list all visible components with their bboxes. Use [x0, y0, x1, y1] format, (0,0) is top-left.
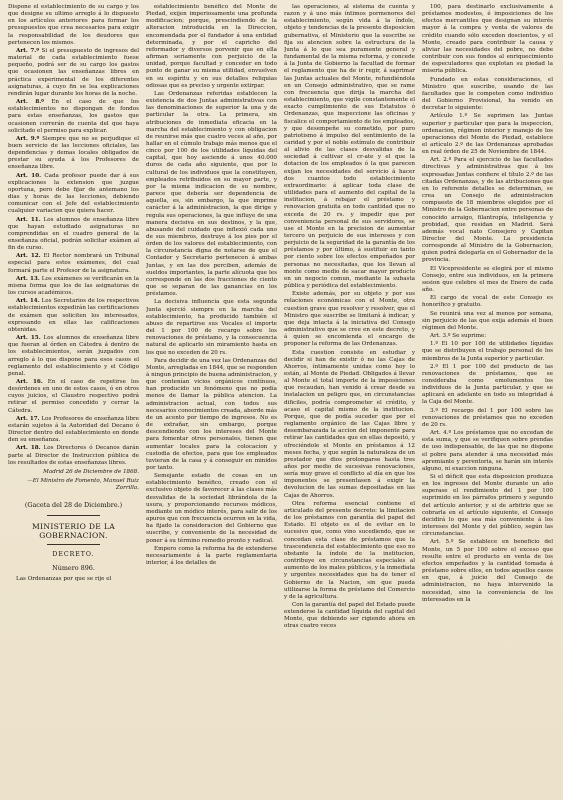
body-paragraph: Art. 2.º Para el ejercicio de las facultades directivas y administrativas que á los expresadas Juntas confiere el título 2.º de las citadas Ordenanzas, y de las atribuciones que en lo referente detalles se determinan, se crea un Consejo de administracion compuesto de 18 miembros elegidos por el Ministro de la Gobernacion entre personas de conocido arraigo, filantropía, inteligencia y probidad, que residan en Madrid. Será además vocal nato Consejero y Capitan Director del Monte. La presidencia corresponde al Ministro de la Gobernacion, quien podrá delegarla en el Gobernador de la provincia. — [422, 157, 553, 264]
article-text: En el caso de repetirse los desórdenes en uno de estos casos, ó en otros cuyos juicios, el Claustro respectivo podrá retirar el permiso concedido y cerrar la Cátedra. — [8, 378, 139, 414]
article-label: Art. 16. — [16, 378, 43, 385]
article-paragraph — [8, 253, 139, 274]
article-text: Siempre que no se perjudique el buen servicio de las lecciones oficiales, las dependencias y demas locales obligados de prestar su ayuda á los Profesores de enseñanza libre. — [8, 135, 139, 171]
decree-heading: DECRETO. — [52, 551, 95, 559]
article-label: Art. 15. — [16, 335, 41, 342]
body-paragraph: Otra reforma esencial contiene el articulado del presente decreto: la limitacion de los préstamos con garantía del papel del Estado. El objeto es el de evitar en lo sucesivo que, como vino sucediendo, que se concedan esta clase de préstamos que la trascendencia del establecimiento que eso no obstante la índole de la institucion, contribuye en circunstancias especiales al aumento de los males públicos, y la inmediata y urgentes necesidades que ha de tener el Gobierno de la Nacion, sin que pueda utilizarse la forma de préstamo del Comercio y de la agricultura. — [284, 500, 415, 600]
body-paragraph: El Vicepresidente se elegirá por el mismo Consejo, entre sus individuos, en la primera sesion que celebre el mes de Enero de cada año. — [422, 265, 553, 294]
article-label: Art. 17. — [16, 415, 40, 422]
divider — [47, 544, 99, 545]
body-paragraph: El cargo de vocal de este Consejo es honorífico y gratuito. — [422, 295, 553, 309]
body-paragraph: 100, para destinarlo exclusivamente á préstamos modestos, é imposiciones de los efectos mercantiles que designan su interés mayor á la compra y venta de valores de crédito cuando sólo exceden doscientos, y el Monte, creado para contribuir la causa y aliviar las necesidades del pobre, no debe contribuir con sus fondos al enriquecimiento de especuladores que explotan su piedad la miseria pública. — [422, 4, 553, 75]
body-paragraph: 3.º El recargo del 1 por 100 sobre las renovaciones de préstamos que no exceden de 20 rs. — [422, 407, 553, 428]
text-columns — [8, 4, 553, 790]
body-paragraph: establecimiento benéfico del Monte de Piedad, exijen imperiosamente una profunda modificacion; porque, prescindiendo de la alteracion introducida en la Direccion, encomendada por el fundador á una entidad determinada, y por el capricho del reformador y diversos porvenir que en ella afirman seriamente con perjuicio de la unidad, porque facultad y conceder en todo punto de ganar su misma utilidad, envuelven en su espíritu y en sus detalles reliquias odiosas que es preciso y urgente extirpar. — [146, 4, 277, 89]
body-paragraph: Art. 4.º Los préstamos que no excedan de esta suma, y que se verifiquen sobre prendas de uso indispensable, de las que no dispone el pobre para atender á una necesidad más apremiante y perentoria, se harán sin interés alguno, ni exaccion ninguna. — [422, 430, 553, 472]
article-text: Cada profesor puede dar á sus explicaciones la extension que juzgue oportuna, pero debe fijar de antemano los dias y horas de las lecciones, debiendo comunicar con el Jefe del establecimiento cualquier variacion que quiera hacer. — [8, 172, 139, 215]
body-paragraph: Artículo 1.º Se suprimen las Juntas superior y particular que para la inspeccion, ordenacion, régimen interior y manejo de los operaciones del Monte de Piedad, establece el artículo 2.º de las Ordenanzas aprobadas en real órden de 25 de Noviembre de 1844. — [422, 113, 553, 156]
decree-intro: Las Ordenanzas por que se rije el — [16, 575, 112, 582]
body-paragraph: las operaciones, al sistema de cuenta y razon y á uno más íntimos pormenores del establecimiento, según vida á la índole, objeto y tendencias de la presente disposicion gubernativa, el Ministerio que la suscribe se fija su atencion sobre la estructura de la Junta á lo que sea puramente general y fundamental de la misma reforma, y concede á la Junta de Gobierno la facultad de formar el reglamento que ha de ir regir, á saprimar las Juntas actuales del Monte, refundiéndola en un Consejo administrativo, que se rame con frecuencia que dirija la marcha del establecimiento, que vigile constantemente el exacto cumplimiento de sus Estatutos ó Ordenanzas, que inspeccione las oficinas y fiscalice el comportamiento de los empleados, y que desempeñe su cometido, por puro patriotismo á impulso del sentimiento de la caridad y por el noble estímulo de contribuir al alivio de las clases desvalidas de la sociedad á cultivar el cr-ate y el que la dotacion de los empleados ó la que parecen exijan los necesidades del servicio á hacer dos cuantos todo establecimiento extraordinario: á aplicar toda clase de utilidades para el aumento del capital de la institucion, á rebajar el préstamo y renovacion gratuita en todo cantidad que no exceda de 20 rs. y impedir que por conveniencia personal de sus servidores, se use el Monte en la precision de aumentar tercero un perjuicio de sus intereses y con perjuicio de la seguridad de la garantía de los préstamos y por último, á sustituir en tanto por ciento sobre los efectos empeñados por personas no necesitadas, que los llevan al monte como medio de sacar mayor producto en un negocio comun, mediante la subasta pública y periódica del establecimiento. — [284, 4, 415, 290]
column-4 — [422, 4, 553, 790]
article-paragraph — [8, 335, 139, 378]
article-paragraph — [8, 48, 139, 98]
body-paragraph: Fundado en estas consideraciones, el Ministro que suscribe, usando de las facultades que le competen como individuo del Gobierno Provisional, ha venido en decretar lo siguiente: — [422, 76, 553, 112]
article-label: Art. 8.º — [16, 99, 44, 106]
gazette-reference: (Gaceta del 28 de Diciembre.) — [24, 501, 123, 510]
article-paragraph — [8, 445, 139, 466]
body-paragraph: Para decidir de una vez las Ordenanzas del Monte, arregladas en 1844, que se responden á ningun principio de buena administracion, y que contenían vicios orgánicos contínuos, han producido un fenómeno que no podía menos de llamar la pública atencion. La administracion actual, con todos sus necesarios conocimientos creada, aborde más de un acento por tiempo de ingresos. No es de extrañar, sin embargo, porque descendiendo con los intereses del Monte para fomentar otros personales, tienen que aumentar locales para la colocacion y custodia de efectos, para que los empleados tuvieran de la casa y á conseguir en minidos por tanto. — [146, 357, 277, 471]
body-paragraph: Se reunirá una vez al menos por semana, sin perjuicio de las que exija además el buen régimen del Monte. — [422, 310, 553, 331]
body-paragraph: 2.º El 1 por 100 del producto de las renovaciones de préstamos, que se consideraba como emolumentos los individuos de la Junta particular, y que se aplicará en adelante en todo su integridad á la Caja del Monte. — [422, 363, 553, 406]
article-label: Art. 12. — [16, 253, 41, 260]
article-label: Art. 13. — [16, 275, 40, 282]
article-paragraph — [8, 276, 139, 297]
body-paragraph: Esta cuestion consiste en estudiar y decidir si han de existir ó no las Cajas de Ahorros, íntimamente unidas como hoy lo están, al Monte de Piedad. Obligados á llevar al Monte el total importe de la imposiciones que recaudan, han venido á crear desde su instalacion un peligro que, en circunstancias dificiles, podría comprometer el crédito, y acaso el capital mismo de la institucion. Porque, que de podía suceder que por el reglamento orgánico de las Cajas libre y desembarazada la accion del imponente para retirar las cantidades que en ellas depositó, y ofreciéndole el Monte en préstamos á 12 meses fecha, y que según la naturaleza de un prestador que dios prolongarse hasta tres años por medio de sucesivas renovaciones, sería muy grave el conflicto al día en que los imponentes se presentasen á exigir la devolucion de las sumas depositadas en las Cajas de Ahorros. — [284, 349, 415, 499]
article-paragraph — [8, 173, 139, 216]
article-paragraph — [8, 99, 139, 135]
body-paragraph: Art. 5.º Se establece en beneficio del Monte, un 5 por 100 sobre el exceso que resulte entre el producto en venta de los efectos empeñados y la cantidad tomada á préstamo sobre ellos, en todos aquellos casos en que, á juicio del Consejo de administracion, no haya intervenido la necesidad, sino la conveniencia de los interesados en la — [422, 539, 553, 603]
decree-number: Número 896. — [52, 563, 95, 572]
article-label: Art. 10. — [16, 172, 42, 179]
article-label: Art. 11. — [16, 216, 41, 223]
body-paragraph: La decisiva influencia que esta segunda Junta ejerció siempre en la marcha del establecimiento, ha producido también el abuso de repartirse sus Vocales el importe del 1 por 100 de recargo sobre los renovaciones de préstamo, y la consecuencia natural de aplicarlo sin miramiento hasta en los que no exceden de 20 rs. — [146, 299, 277, 356]
body-paragraph: Empero como la reforma ha de extenderse necesariamente á la parte reglamentaria interior, á los detalles de — [146, 545, 277, 567]
column-3 — [284, 4, 415, 790]
article-paragraph — [8, 416, 139, 445]
article-text: El Rector nombrará un Tribunal especial para estos exámenes, del cual formará parte el Profesor de la asignatura. — [8, 253, 139, 274]
article-text: Si el presupuesto de ingresos del material de cada establecimiento fuese pequeño, podrá ser de su cargo los gastos que ocasionen las enseñanzas libres en práctica experimental de los diferentes asignaturas, á cuyo fin se lea explicaciones rendirán lugar durante los horas de la noche. — [8, 47, 139, 97]
article-paragraph — [8, 379, 139, 415]
article-text: Los Profesores de enseñanza libre estarán sujetos á la Autoridad del Decano ó Director dentro del establecimiento en donde den su enseñanza. — [8, 415, 139, 444]
ministry-heading: MINISTERIO DE LA GOBERNACION. — [32, 522, 115, 541]
minister-signature: —El Ministro de Fomento, Manuel Ruiz Zorrilla. — [27, 478, 139, 492]
article-text: Los alumnos de enseñanza libre que fueran al órden en Cátedra á dentro de los establecimientos, serán juzgados con arreglo á lo que dispone para esos casos el reglamento del establecimiento y el Código penal. — [8, 335, 139, 377]
body-paragraph: Art. 3.º Se suprime: — [430, 333, 487, 340]
column-2 — [146, 4, 277, 790]
body-paragraph: 1.º El 10 por 100 de utilidades líquidas que se distribuyen el trabajo personal de los miembros de la Junta superior y particular. — [422, 341, 553, 362]
article-label: Art. 18. — [16, 445, 41, 452]
article-text: Los exámenes se verificarán en la misma forma que los de las asignaturas de los cursos académicos. — [8, 275, 139, 297]
body-paragraph: Si el déficit que esta disposicion produzca en los ingresos del Monte durante un año superase el rendimiento del 1 por 100 suprimido en los párrafos primero y segundo del artículo anterior, y si de arbitrio que se cobrarla en el artículo siguiente, el Consejo decidirá lo que sea más conveniente á los intereses del Monte y del público, según las circunstancias. — [422, 474, 553, 538]
article-label: Art. 14. — [16, 298, 40, 305]
article-paragraph — [8, 217, 139, 253]
column-1-lead: Dispone el establecimiento de su cargo y los que designe su ultimo arreglo á lo dispuesto en los artículos anteriores para formar los presupuestos que crea necesarios para exigir la responsabilidad de los deudores que pertenecen los mismos. — [8, 4, 139, 46]
date-line: Madrid 26 de Diciembre de 1868. — [43, 468, 139, 475]
body-paragraph: Semejante estado de cosas en un establecimiento benéfico, creado con el exclusivo objeto de favorecer á las clases más desvalidas de la sociedad librándola de la usura, y proporcionando recursos módicos, mediante un módico interés, para salir de los apuros que con frecuencia ocurren en la vida, ha fijado la consideracion del Gobierno que suscribe, y conveniente de la necesidad de poner á su término remedio pronto y radical. — [146, 473, 277, 544]
article-label: Art. 9.º — [16, 135, 40, 142]
column-1 — [8, 4, 139, 790]
divider — [47, 515, 99, 516]
article-text: Los Secretarios de los respectivos establecimientos expedirán las certificaciones de exámen que soliciten los interesados, expresando en ellas las calificaciones obtenidas. — [8, 298, 139, 333]
body-paragraph: Con la garantía del papel del Estado puede extenderse la cantidad líquida del capital del Monte, que debiendo ser rigiendo ahora en otras cuatro veces — [284, 601, 415, 630]
body-paragraph: Las Ordenanzas referidas establecen la existencia de dos Juntas administrativas con las denominaciones de superior la una y de particular la otra. La primera, sin atribuciones de inmediata eficacia en la marcha del establecimiento y con obligacion de reunirse más que cuatro veces al año, por hallar en el cúmulo trabajo más menos que el cinco por 100 de los utilidades líquidas del capital, que hoy asciende á unos 40.000 duros de cada año siguiente, que por lo cultural de los individuos que la constituyen, empleados retribuidos en su mayor parte, y por la misma indicacion de su nombre, parece que debería ser dependencia de aquella, es, sin embargo, la que imprime carácter á la administracion, la que dirige y regula sus operaciones, la que influye de una manera decisiva en sus destinos, y la que, abusando del cuidado que inflexió cada uno de sus miembros, destruye á los pies por el órden de los valores del establecimiento, con la circunstancia digna de notarse de que el Contador y Secretario pertenecen á ambas Juntas, y en las dos perciben, además de sueldos importantes, la parte alícuota que les corresponde en las dos fracciones de ciento que se separan de las ganancias en los préstamos. — [146, 90, 277, 298]
article-paragraph — [8, 136, 139, 172]
article-paragraph — [8, 298, 139, 334]
article-text: En el caso de que los establecimientos no dispongan de fondos para estas enseñanzas, los gastos que ocasionen correrán de cuenta del que haya solicitado el permiso para explicar. — [8, 99, 139, 134]
body-paragraph: Existe además, por su objeto y por sus relaciones económicas con el Monte, otra cuestion grave que resolver y resolver, que el Ministro que suscribe se limitará á indicar, y que deja intacta á la iniciativa del Consejo administrativo que se cree en este decreto, y á quien se encomienda el encargo de proponer la reforma de las Ordenanzas. — [284, 291, 415, 348]
article-text: Los alumnos de enseñanza libre que hayan estudiado asignaturas no comprendidas en el cuadro general de la enseñanza oficial, podrán solicitar exámen al fin de curso. — [8, 216, 139, 252]
article-text: Los Directores ó Decanos darán parte al Director de Instruccion pública de los resultados de estas enseñanzas libres. — [8, 445, 139, 466]
article-label: Art. 7.º — [16, 47, 40, 54]
column-1-articles — [8, 48, 139, 467]
